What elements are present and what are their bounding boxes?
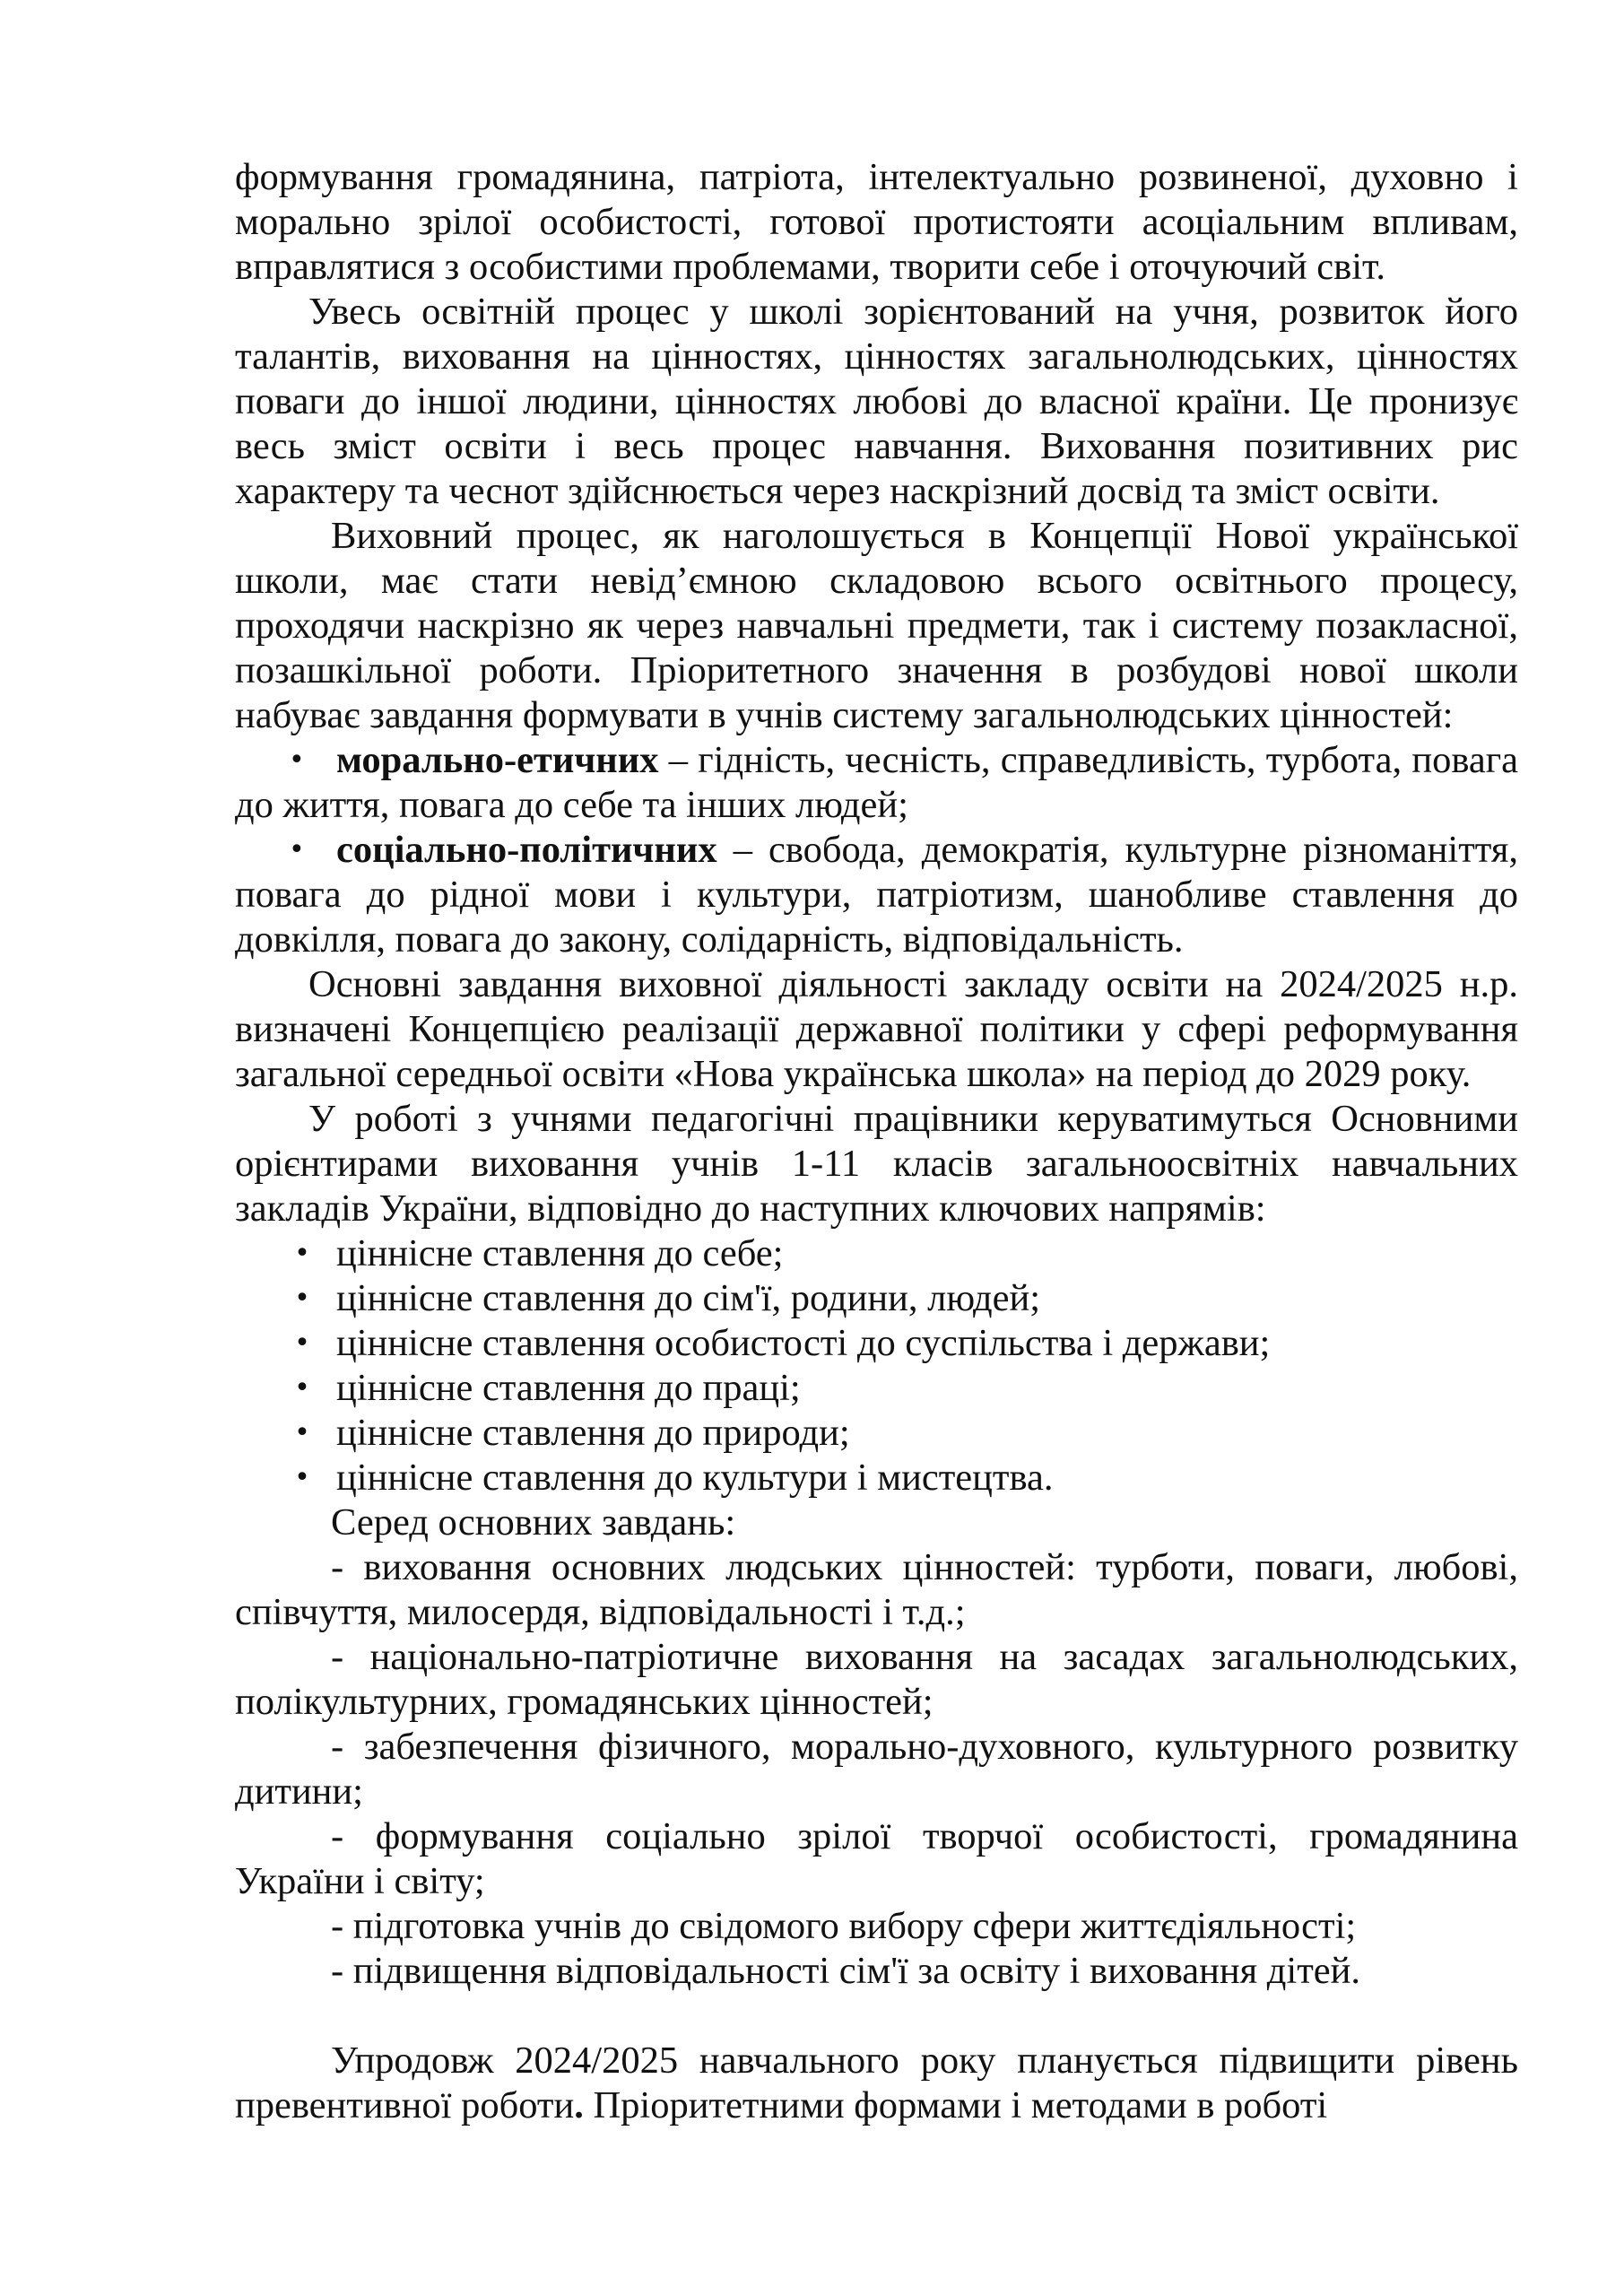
task-item: - забезпечення фізичного, морально-духовного, культурного розвитку дитини; bbox=[235, 1726, 1518, 1813]
bullet-icon: • bbox=[294, 1372, 310, 1404]
value-term: соціально-політичних bbox=[336, 829, 717, 871]
list-item bbox=[235, 1276, 1518, 1321]
task-item: - формування соціально зрілої творчої особистості, громадянина України і світу; bbox=[235, 1815, 1518, 1902]
direction-text: ціннісне ставлення до природи; bbox=[336, 1412, 850, 1454]
task-item: - виховання основних людських цінностей: турботи, поваги, любові, співчуття, милосердя, відповідальності і т.д.; bbox=[235, 1546, 1518, 1633]
document-body bbox=[235, 155, 1518, 2128]
list-item bbox=[235, 1366, 1518, 1411]
direction-text: ціннісне ставлення до праці; bbox=[336, 1367, 801, 1409]
directions-list bbox=[235, 1231, 1518, 1500]
value-term: морально-етичних bbox=[336, 739, 659, 781]
bullet-icon: • bbox=[294, 1462, 310, 1493]
list-item bbox=[235, 1231, 1518, 1276]
direction-text: ціннісне ставлення до культури і мистецтва. bbox=[336, 1457, 1054, 1499]
paragraph-prevention bbox=[235, 2039, 1518, 2128]
prevention-bold-dot: . bbox=[574, 2084, 584, 2126]
list-item bbox=[235, 1321, 1518, 1366]
bullet-icon: • bbox=[289, 744, 305, 776]
paragraph-guidelines: У роботі з учнями педагогічні працівники керуватимуться Основними орієнтирами виховання учнів 1-11 класів загальноосвітніх навчальних закладів України, відповідно до наступних ключових напрямів: bbox=[235, 1098, 1518, 1230]
paragraph-educational-process: Увесь освітній процес у школі зорієнтований на учня, розвиток його талантів, виховання на цінностях, цінностях загальнолюдських, цінностях поваги до іншої людини, цінностях любові до власної країни. Це пронизує весь зміст освіти і весь процес навчання. Виховання позитивних рис характеру та чеснот здійснюється через наскрізний досвід та зміст освіти. bbox=[235, 291, 1518, 512]
bullet-icon: • bbox=[294, 1238, 310, 1269]
direction-text: ціннісне ставлення особистості до суспільства і держави; bbox=[336, 1322, 1271, 1364]
prevention-continuation: Пріоритетними формами і методами в роботі bbox=[583, 2084, 1328, 2126]
paragraph-intro: формування громадянина, патріота, інтелектуально розвиненої, духовно і морально зрілої особистості, готової протистояти асоціальним впливам, вправлятися з особистими проблемами, творити себе і оточуючий світ. bbox=[235, 156, 1518, 288]
bullet-icon: • bbox=[294, 1283, 310, 1314]
blank-line bbox=[235, 1994, 1518, 2039]
direction-text: ціннісне ставлення до себе; bbox=[336, 1232, 784, 1274]
task-item: - підвищення відповідальності сім'ї за освіту і виховання дітей. bbox=[331, 1950, 1361, 1992]
paragraph-upbringing-process: Виховний процес, як наголошується в Концепції Нової української школи, має стати невід’ємною складовою всього освітнього процесу, проходячи наскрізно як через навчальні предмети, так і систему позакласної, позашкільної роботи. Пріоритетного значення в розбудові нової школи набуває завдання формувати в учнів систему загальнолюдських цінностей: bbox=[235, 515, 1518, 736]
value-description: – гідність, чесність, справедливість, турбота, повага до життя, повага до себе та інших людей; bbox=[235, 739, 1518, 826]
bullet-icon: • bbox=[294, 1327, 310, 1359]
task-item: - підготовка учнів до свідомого вибору сфери життєдіяльності; bbox=[331, 1905, 1357, 1947]
prevention-text: Упродовж 2024/2025 навчального року планується підвищити рівень превентивної роботи bbox=[235, 2039, 1518, 2126]
values-list bbox=[235, 738, 1518, 962]
list-item bbox=[235, 1456, 1518, 1500]
direction-text: ціннісне ставлення до сім'ї, родини, людей; bbox=[336, 1277, 1041, 1319]
tasks-section bbox=[235, 1500, 1518, 1994]
paragraph-main-tasks: Основні завдання виховної діяльності закладу освіти на 2024/2025 н.р. визначені Концепцією реалізації державної політики у сфері реформування загальної середньої освіти «Нова українська школа» на період до 2029 року. bbox=[235, 963, 1518, 1095]
task-item: - національно-патріотичне виховання на засадах загальнолюдських, полікультурних, громадянських цінностей; bbox=[235, 1636, 1518, 1723]
bullet-icon: • bbox=[289, 834, 305, 865]
list-item bbox=[235, 738, 1518, 828]
bullet-icon: • bbox=[294, 1417, 310, 1448]
list-item bbox=[235, 1411, 1518, 1456]
tasks-heading: Серед основних завдань: bbox=[331, 1501, 736, 1544]
value-description: – свобода, демократія, культурне різноманіття, повага до рідної мови і культури, патріотизм, шанобливе ставлення до довкілля, повага до закону, солідарність, відповідальність. bbox=[235, 829, 1518, 961]
list-item bbox=[235, 828, 1518, 962]
